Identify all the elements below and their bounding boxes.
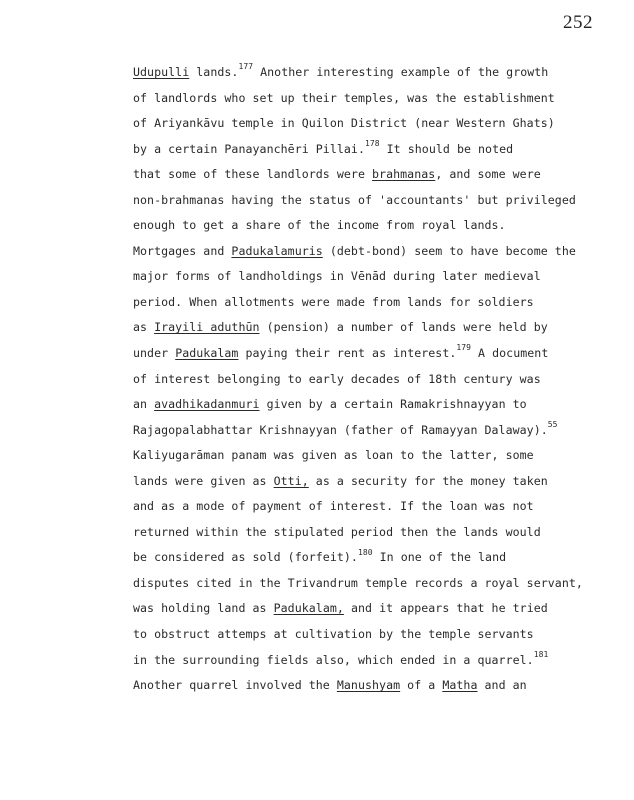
text-line [133,137,603,163]
text-segment: of interest belonging to early decades of 18th century was [133,371,541,386]
text-segment: that some of these landlords were [133,167,373,182]
text-line [133,648,603,674]
text-segment: was holding land as [133,601,274,616]
text-segment: It should be noted [379,141,514,156]
text-line [133,86,603,112]
text-line [133,622,603,648]
text-segment: (pension) a number of lands were held by [259,320,548,335]
text-segment: Another interesting example of the growth [253,65,549,79]
underlined-term: Udupulli [133,65,190,79]
text-line [133,315,603,341]
text-line [133,162,603,188]
text-segment: under [133,346,176,361]
text-segment: given by a certain Ramakrishnayyan to [259,397,527,412]
text-segment: paying their rent as interest. [238,346,457,361]
text-line [133,520,603,546]
text-segment: be considered as sold (forfeit). [133,550,358,565]
text-line [133,341,603,367]
text-line [133,213,603,239]
page-number: 252 [563,12,593,33]
text-segment: In one of the land [372,550,507,565]
underlined-term: avadhikadanmuri [154,397,260,412]
text-segment: , and some were [435,167,541,182]
text-segment: of a [400,678,443,693]
text-segment: disputes cited in the Trivandrum temple records a royal servant, [133,575,583,590]
underlined-term: Padukalam, [273,601,344,616]
text-segment: Rajagopalabhattar Krishnayyan (father of Ramayyan Dalaway). [133,422,548,437]
underlined-term: Padukalam [175,346,239,361]
text-segment: enough to get a share of the income from royal lands. [133,218,506,233]
text-line [133,418,603,444]
text-line [133,469,603,495]
text-segment: and an [477,678,527,693]
text-segment: Mortgages and [133,243,232,258]
text-segment: period. When allotments were made from lands for soldiers [133,294,534,309]
text-segment: Another quarrel involved the [133,678,337,693]
text-segment: and as a mode of payment of interest. If the loan was not [133,499,534,514]
text-segment: lands. [189,65,239,79]
text-segment: as [133,320,155,335]
text-line [133,596,603,622]
underlined-term: Matha [442,678,478,693]
text-segment: returned within the stipulated period then the lands would [133,524,541,539]
text-segment: (debt-bond) seem to have become the [322,243,576,258]
text-segment: of landlords who set up their temples, was the establishment [133,90,555,105]
text-segment: non-brahmanas having the status of 'accountants' but privileged [133,192,576,207]
text-segment: major forms of landholdings in Vēnād during later medieval [133,269,541,284]
text-line [133,545,603,571]
footnote-ref: 179 [456,343,472,353]
text-segment: and it appears that he tried [343,601,548,616]
underlined-term: Otti, [273,473,309,488]
footnote-ref: 180 [357,547,373,557]
text-line [133,571,603,597]
underlined-term: Irayili aduthūn [154,320,260,335]
text-segment: lands were given as [133,473,274,488]
text-segment: of Ariyankāvu temple in Quilon District (near Western Ghats) [133,116,555,131]
footnote-ref: 181 [533,649,549,659]
text-line [133,392,603,418]
text-line [133,443,603,469]
footnote-ref: 177 [238,62,254,72]
text-line [133,60,603,86]
underlined-term: Padukalamuris [231,243,323,258]
text-line [133,111,603,137]
text-line [133,290,603,316]
text-segment: Kaliyugarāman panam was given as loan to the latter, some [133,448,534,463]
text-segment: as a security for the money taken [308,473,548,488]
footnote-ref: 178 [365,138,380,148]
text-line [133,188,603,214]
text-segment: to obstruct attemps at cultivation by the temple servants [133,627,534,642]
text-segment: an [133,397,155,412]
body-text [133,60,603,699]
footnote-ref: 55 [547,419,558,429]
text-segment: in the surrounding fields also, which ended in a quarrel. [133,652,534,667]
underlined-term: Manushyam [336,678,401,693]
text-line [133,367,603,393]
text-line [133,239,603,265]
text-line [133,673,603,699]
text-segment: A document [471,346,549,361]
text-line [133,494,603,520]
text-line [133,264,603,290]
underlined-term: brahmanas [372,167,436,182]
text-segment: by a certain Panayanchēri Pillai. [133,141,365,156]
